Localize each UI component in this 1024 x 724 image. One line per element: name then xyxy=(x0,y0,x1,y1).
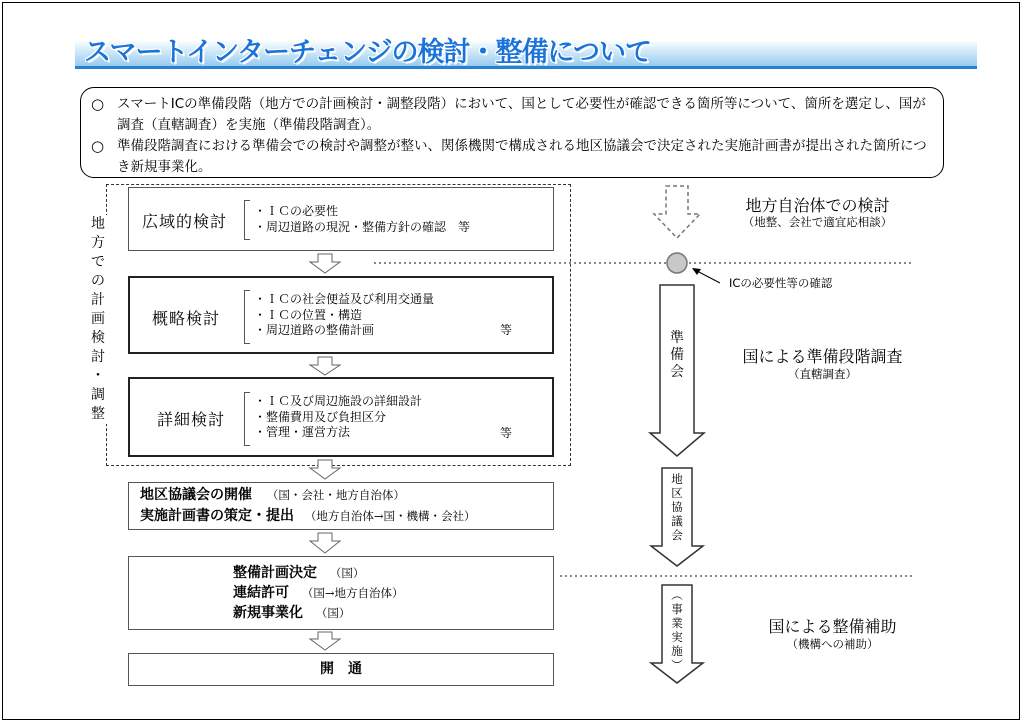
decision-line: 連結許可 （国→地方自治体） xyxy=(233,585,404,601)
down-arrow-icon xyxy=(310,632,340,650)
pointer-arrowhead-icon xyxy=(692,268,701,275)
checkpoint-circle-icon xyxy=(667,253,687,273)
summary-text: スマートICの準備段階（地方での計画検討・調整段階）において、国として必要性が確認できる箇所等について、箇所を選定し、国が調査（直轄調査）を実施（準備段階調査）。 xyxy=(117,96,926,133)
decision-line: 整備計画決定 （国） xyxy=(233,565,365,581)
project-implementation-label: ︵ 事 業 実 施 ︶ xyxy=(671,588,683,672)
step-name: 広域的検討 xyxy=(142,212,228,231)
local-study-sub: （地整、会社で適宜応相談） xyxy=(742,215,893,229)
local-study-title: 地方自治体での検討 xyxy=(745,196,890,215)
page-title: スマートインターチェンジの検討・整備について xyxy=(84,37,652,68)
local-phase-label: 地 方 で の 計 画 検 討 ・ 調 整 xyxy=(88,215,108,424)
prep-survey-title: 国による準備段階調査 xyxy=(742,347,903,366)
down-arrow-icon xyxy=(310,460,340,479)
dashed-down-arrow-icon xyxy=(654,186,700,238)
down-arrow-icon xyxy=(310,357,340,375)
etc-label: 等 xyxy=(500,323,513,337)
subsidy-sub: （機構への補助） xyxy=(786,637,879,651)
step-bullets: ・ＩＣの社会便益及び利用交通量 ・ＩＣの位置・構造 ・周辺道路の整備計画 xyxy=(254,292,435,337)
circle-bullet-icon: ○ xyxy=(91,95,105,113)
step-bullets: ・ＩＣ及び周辺施設の詳細設計 ・整備費用及び負担区分 ・管理・運営方法 xyxy=(254,394,423,439)
down-arrow-icon xyxy=(310,254,340,273)
down-arrow-icon xyxy=(310,533,340,553)
summary-text: 準備段階調査における準備会での検討や調整が整い、関係機関で構成される地区協議会で決定された実施計画書が提出された箇所につき新規事業化。 xyxy=(117,138,927,175)
prep-council-label: 準 備 会 xyxy=(670,330,684,380)
prep-survey-sub: （直轄調査） xyxy=(788,367,857,381)
pointer-line xyxy=(697,271,720,283)
council-line-2: 実施計画書の策定・提出 （地方自治体→国・機構・会社） xyxy=(140,508,476,524)
step-bullets: ・ＩＣの必要性 ・周辺道路の現況・整備方針の確認 等 xyxy=(254,204,471,234)
circle-bullet-icon: ○ xyxy=(91,137,105,155)
step-name: 概略検討 xyxy=(152,309,221,328)
check-label: ICの必要性等の確認 xyxy=(729,276,833,290)
step-name: 詳細検討 xyxy=(157,410,226,429)
district-council-label: 地 区 協 議 会 xyxy=(671,472,683,542)
subsidy-title: 国による整備補助 xyxy=(768,617,897,636)
opening-label: 開 通 xyxy=(320,661,362,677)
decision-line: 新規事業化 （国） xyxy=(233,605,351,621)
etc-label: 等 xyxy=(500,426,513,440)
council-line-1: 地区協議会の開催 （国・会社・地方自治体） xyxy=(140,487,405,503)
